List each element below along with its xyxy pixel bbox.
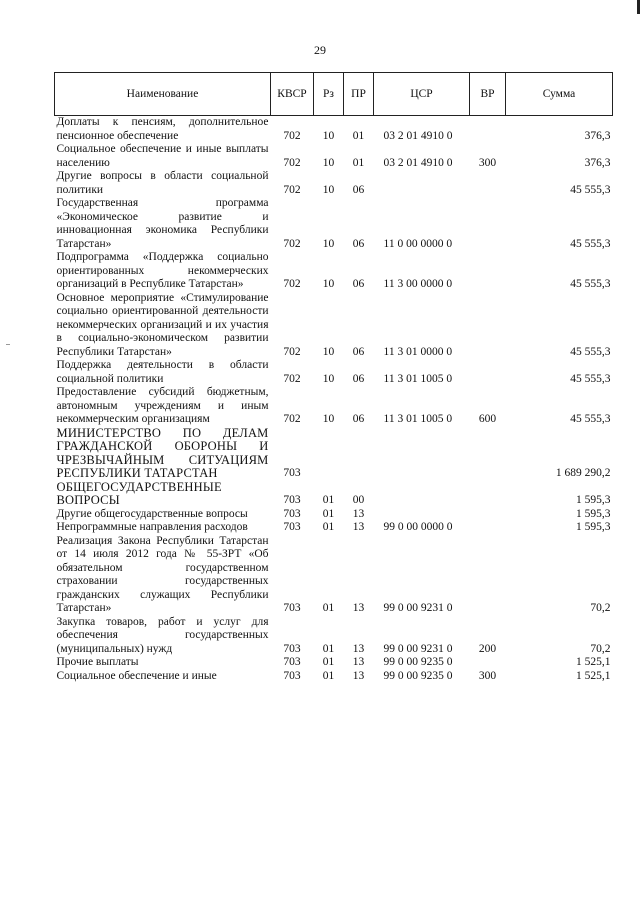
scan-margin-mark xyxy=(6,344,10,345)
row-kvsr: 702 xyxy=(283,345,301,358)
row-vr: 300 xyxy=(478,669,497,682)
page-number: 29 xyxy=(314,43,326,57)
row-name: МИНИСТЕРСТВО ПО ДЕЛАМ ГРАЖДАНСКОЙ ОБОРОНЫ И ЧРЕЗВЫЧАЙНЫМ СИТУАЦИЯМ РЕСПУБЛИКИ ТАТАРСТАН xyxy=(56,425,269,480)
row-vr xyxy=(470,292,506,360)
row-vr: 200 xyxy=(478,642,497,655)
row-vr xyxy=(470,427,506,481)
row-sum: 1 595,3 xyxy=(576,521,611,533)
row-pr: 06 xyxy=(352,237,365,250)
table-row xyxy=(55,386,613,427)
row-name: Закупка товаров, работ и услуг для обеспечения государственных (муниципальных) нужд xyxy=(56,615,269,655)
budget-table xyxy=(54,72,613,683)
row-csr: 11 3 00 0000 0 xyxy=(383,278,453,290)
row-csr: 99 0 00 9231 0 xyxy=(383,602,453,614)
header-rz: Рз xyxy=(314,73,344,116)
table-row xyxy=(55,656,613,670)
row-rz: 10 xyxy=(322,156,335,169)
row-vr xyxy=(470,508,506,522)
table-row xyxy=(55,170,613,197)
table-row xyxy=(55,292,613,360)
table-row xyxy=(55,616,613,657)
row-kvsr: 703 xyxy=(283,602,301,614)
row-sum: 1 525,1 xyxy=(576,669,611,682)
row-kvsr: 703 xyxy=(283,521,301,533)
row-name: Поддержка деятельности в области социальной политики xyxy=(56,359,269,385)
row-sum: 1 595,3 xyxy=(576,507,611,520)
header-csr: ЦСР xyxy=(374,73,470,116)
row-vr xyxy=(470,656,506,670)
row-rz xyxy=(314,427,344,481)
table-row xyxy=(55,359,613,386)
row-vr: 600 xyxy=(478,413,497,425)
table-row xyxy=(55,251,613,292)
row-name: Предоставление субсидий бюджетным, автономным учреждениям и иным некоммерческим организациям xyxy=(56,386,269,425)
row-name: Основное мероприятие «Стимулирование социально ориентированной деятельности некоммерческих организаций и их участия в социально-экономическом развитии Республики Татарстан» xyxy=(56,291,269,358)
row-pr: 06 xyxy=(352,413,365,425)
row-rz: 10 xyxy=(322,183,335,196)
row-kvsr: 703 xyxy=(283,642,301,655)
row-pr: 06 xyxy=(352,345,365,358)
header-pr: ПР xyxy=(344,73,374,116)
table-row xyxy=(55,535,613,616)
header-kvsr: КВСР xyxy=(271,73,314,116)
row-vr xyxy=(470,197,506,251)
row-sum: 70,2 xyxy=(590,602,611,614)
row-vr: 300 xyxy=(478,156,497,169)
row-csr xyxy=(374,508,470,522)
row-kvsr: 702 xyxy=(283,278,301,290)
row-vr xyxy=(470,535,506,616)
row-sum: 45 555,3 xyxy=(570,183,611,196)
row-pr: 13 xyxy=(352,521,365,533)
table-body xyxy=(55,116,613,684)
row-csr: 99 0 00 9231 0 xyxy=(383,642,453,655)
row-name: Реализация Закона Республики Татарстан от 14 июля 2012 года № 55-ЗРТ «Об обязательном государственном страховании государственных гражданских служащих Республики Татарстан» xyxy=(56,534,269,614)
row-sum: 376,3 xyxy=(584,129,611,142)
row-vr xyxy=(470,170,506,197)
row-pr xyxy=(344,427,374,481)
table-row xyxy=(55,521,613,535)
row-name: ОБЩЕГОСУДАРСТВЕННЫЕ ВОПРОСЫ xyxy=(56,479,222,507)
row-csr: 11 0 00 0000 0 xyxy=(383,237,453,250)
header-vr: ВР xyxy=(470,73,506,116)
table-header xyxy=(55,73,613,116)
row-rz: 10 xyxy=(322,413,335,425)
row-pr: 01 xyxy=(352,156,365,169)
row-rz: 01 xyxy=(322,656,335,668)
row-sum: 70,2 xyxy=(590,642,611,655)
row-sum: 1 595,3 xyxy=(576,494,611,506)
row-rz: 01 xyxy=(322,669,335,682)
row-pr: 01 xyxy=(352,129,365,142)
table-row xyxy=(55,197,613,251)
row-rz: 10 xyxy=(322,129,335,142)
row-rz: 01 xyxy=(322,494,335,506)
row-kvsr: 703 xyxy=(283,507,301,520)
row-sum: 1 689 290,2 xyxy=(555,467,611,479)
row-sum: 45 555,3 xyxy=(570,278,611,290)
row-kvsr: 702 xyxy=(283,129,301,142)
row-pr: 13 xyxy=(352,507,365,520)
row-sum: 1 525,1 xyxy=(576,656,611,668)
row-vr xyxy=(470,481,506,508)
row-rz: 10 xyxy=(322,278,335,290)
row-csr: 11 3 01 1005 0 xyxy=(383,413,453,425)
row-name: Другие общегосударственные вопросы xyxy=(56,507,248,520)
row-kvsr: 702 xyxy=(283,156,301,169)
row-kvsr: 703 xyxy=(283,467,301,479)
row-rz: 01 xyxy=(322,642,335,655)
row-rz: 01 xyxy=(322,602,335,614)
row-name: Социальное обеспечение и иные xyxy=(56,669,217,682)
row-csr xyxy=(374,170,470,197)
row-pr: 00 xyxy=(352,494,365,506)
row-name: Другие вопросы в области социальной политики xyxy=(56,170,269,196)
header-sum: Сумма xyxy=(506,73,613,116)
row-kvsr: 702 xyxy=(283,372,301,385)
row-csr: 03 2 01 4910 0 xyxy=(383,156,453,169)
row-pr: 06 xyxy=(352,372,365,385)
row-vr xyxy=(470,251,506,292)
row-kvsr: 703 xyxy=(283,656,301,668)
table-row xyxy=(55,143,613,170)
row-rz: 01 xyxy=(322,507,335,520)
row-name: Непрограммные направления расходов xyxy=(56,521,248,533)
row-csr: 03 2 01 4910 0 xyxy=(383,129,453,142)
row-sum: 45 555,3 xyxy=(570,345,611,358)
row-vr xyxy=(470,359,506,386)
row-pr: 06 xyxy=(352,278,365,290)
row-pr: 13 xyxy=(352,669,365,682)
row-rz: 10 xyxy=(322,237,335,250)
row-name: Государственная программа «Экономическое развитие и инновационная экономика Республики Татарстан» xyxy=(56,197,269,250)
row-name: Социальное обеспечение и иные выплаты населению xyxy=(56,143,269,169)
row-csr: 11 3 01 1005 0 xyxy=(383,372,453,385)
row-csr: 11 3 01 0000 0 xyxy=(383,345,453,358)
row-rz: 10 xyxy=(322,345,335,358)
table-row xyxy=(55,427,613,481)
row-sum: 376,3 xyxy=(584,156,611,169)
row-sum: 45 555,3 xyxy=(570,372,611,385)
row-sum: 45 555,3 xyxy=(570,237,611,250)
row-name: Подпрограмма «Поддержка социально ориентированных некоммерческих организаций в Республике Татарстан» xyxy=(56,251,269,290)
row-name: Прочие выплаты xyxy=(56,656,139,668)
row-vr xyxy=(470,116,506,144)
row-kvsr: 703 xyxy=(283,494,301,506)
row-pr: 13 xyxy=(352,642,365,655)
table-row xyxy=(55,481,613,508)
row-rz: 01 xyxy=(322,521,335,533)
table-row xyxy=(55,116,613,144)
row-csr: 99 0 00 9235 0 xyxy=(383,656,453,668)
row-csr xyxy=(374,427,470,481)
header-name: Наименование xyxy=(55,73,271,116)
row-kvsr: 703 xyxy=(283,669,301,682)
row-vr xyxy=(470,521,506,535)
table-row xyxy=(55,670,613,684)
row-kvsr: 702 xyxy=(283,413,301,425)
row-csr xyxy=(374,481,470,508)
row-name: Доплаты к пенсиям, дополнительное пенсионное обеспечение xyxy=(56,116,269,142)
row-pr: 13 xyxy=(352,656,365,668)
table-row xyxy=(55,508,613,522)
row-sum: 45 555,3 xyxy=(570,413,611,425)
row-kvsr: 702 xyxy=(283,183,301,196)
row-rz: 10 xyxy=(322,372,335,385)
row-csr: 99 0 00 0000 0 xyxy=(383,521,453,533)
row-pr: 13 xyxy=(352,602,365,614)
row-kvsr: 702 xyxy=(283,237,301,250)
row-csr: 99 0 00 9235 0 xyxy=(383,669,453,682)
row-pr: 06 xyxy=(352,183,365,196)
